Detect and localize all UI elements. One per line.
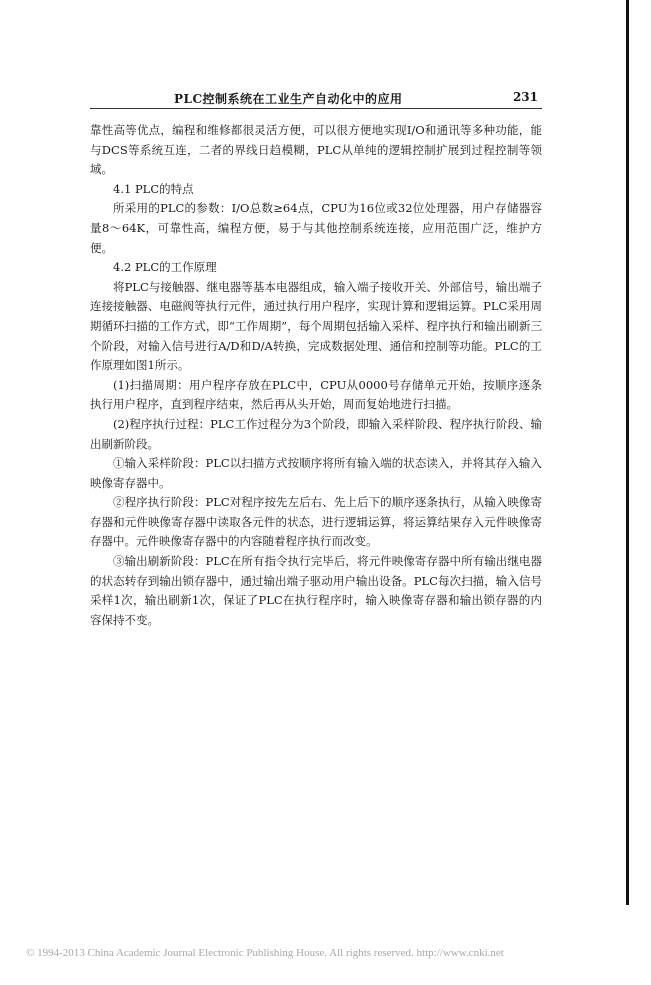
body-paragraph: (2)程序执行过程：PLC工作过程分为3个阶段，即输入采样阶段、程序执行阶段、输出刷新阶段。 <box>90 416 542 451</box>
body-paragraph: ③输出刷新阶段：PLC在所有指令执行完毕后，将元件映像寄存器中所有输出继电器的状态转存到输出锁存器中，通过输出端子驱动用户输出设备。PLC每次扫描，输入信号采样1次，输出刷新1次，保证了PLC在执行程序时，输入映像寄存器和输出锁存器的内容保持不变。 <box>90 554 542 627</box>
section-heading: 4.2 PLC的工作原理 <box>113 260 217 275</box>
body-paragraph: ①输入采样阶段：PLC以扫描方式按顺序将所有输入端的状态读入，并将其存入输入映像寄存器中。 <box>90 456 542 490</box>
article-body <box>90 121 542 630</box>
running-header <box>90 86 542 109</box>
body-paragraph: ②程序执行阶段：PLC对程序按先左后右、先上后下的顺序逐条执行，从输入映像寄存器和元件映像寄存器中读取各元件的状态，进行逻辑运算，将运算结果存入元件映像寄存器中。元件映像寄存器中的内容随着程序执行而改变。 <box>90 495 542 549</box>
body-paragraph: (1)扫描周期：用户程序存放在PLC中，CPU从0000号存储单元开始，按顺序逐条执行用户程序，直到程序结束，然后再从头开始，周而复始地进行扫描。 <box>90 377 542 412</box>
body-paragraph: 所采用的PLC的参数：I/O总数≥64点，CPU为16位或32位处理器，用户存储器容量8～64K，可靠性高，编程方便，易于与其他控制系统连接，应用范围广泛，维护方便。 <box>90 201 542 255</box>
copyright-footer: © 1994-2013 China Academic Journal Electronic Publishing House. All rights reserved. http://www.cnki.net <box>26 947 504 959</box>
header-title: PLC控制系统在工业生产自动化中的应用 <box>174 92 403 106</box>
section-heading: 4.1 PLC的特点 <box>113 181 194 196</box>
body-paragraph: 靠性高等优点，编程和维修都很灵活方便，可以很方便地实现I/O和通讯等多种功能，能与DCS等系统互连，二者的界线日趋模糊，PLC从单纯的逻辑控制扩展到过程控制等领域。 <box>90 123 542 177</box>
right-margin-rule <box>626 0 629 905</box>
page-number: 231 <box>512 90 538 104</box>
body-paragraph: 将PLC与接触器、继电器等基本电器组成，输入端子接收开关、外部信号，输出端子连接接触器、电磁阀等执行元件，通过执行用户程序，实现计算和逻辑运算。PLC采用周期循环扫描的工作方式，即“工作周期”，每个周期包括输入采样、程序执行和输出刷新三个阶段，对输入信号进行A/D和D/A转换，完成数据处理、通信和控制等功能。PLC的工作原理如图1所示。 <box>90 279 542 373</box>
journal-page <box>90 86 542 630</box>
